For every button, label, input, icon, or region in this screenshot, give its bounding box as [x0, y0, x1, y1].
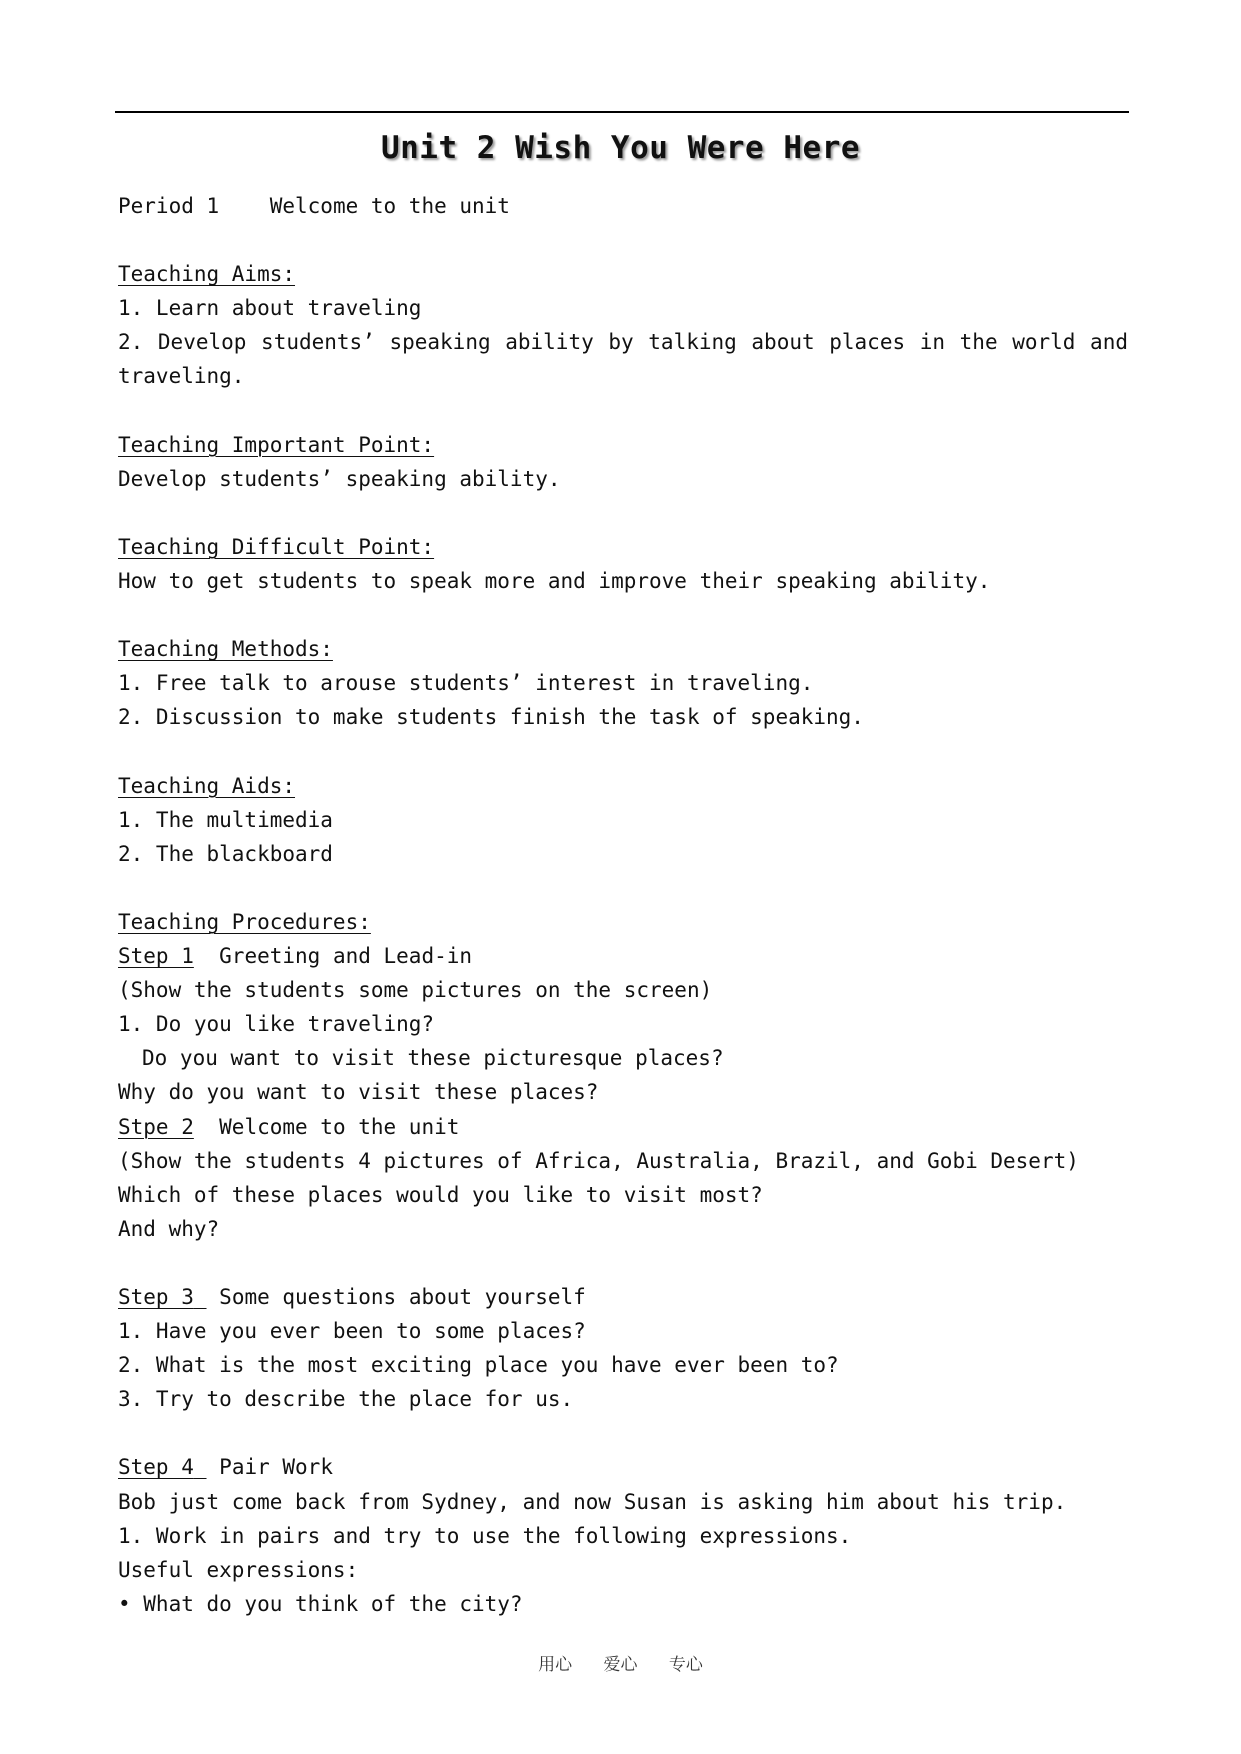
- step-1-question-3: Why do you want to visit these places?: [118, 1080, 599, 1105]
- step-3-question-2: 2. What is the most exciting place you have ever been to?: [118, 1353, 839, 1378]
- important-point-text: Develop students’ speaking ability.: [118, 466, 561, 491]
- step-4-task: 1. Work in pairs and try to use the following expressions.: [118, 1523, 852, 1548]
- aids-item-2: 2. The blackboard: [118, 841, 333, 866]
- step-2-note: (Show the students 4 pictures of Africa, Australia, Brazil, and Gobi Desert): [118, 1148, 1079, 1173]
- lesson-body: [118, 189, 1128, 1621]
- period-label: Period 1: [118, 194, 220, 218]
- step-4-label: Step 4: [118, 1455, 194, 1480]
- methods-item-1: 1. Free talk to arouse students’ interest in traveling.: [118, 671, 814, 696]
- step-3-line: [118, 1280, 1128, 1314]
- header-rule: [115, 111, 1129, 113]
- step-1-question-2: Do you want to visit these picturesque places?: [142, 1046, 724, 1071]
- step-3-title: Some questions about yourself: [219, 1285, 586, 1309]
- useful-expression-1: • What do you think of the city?: [118, 1591, 523, 1616]
- page-footer: 用心 爱心 专心: [538, 1655, 703, 1675]
- step-2-line: [118, 1110, 1128, 1144]
- aims-item-2: 2. Develop students’ speaking ability by talking about places in the world and traveling.: [118, 330, 1128, 389]
- aids-item-1: 1. The multimedia: [118, 807, 333, 832]
- step-3-label: Step 3: [118, 1285, 194, 1309]
- procedures-heading: Teaching Procedures:: [118, 909, 371, 934]
- step-1-title: Greeting and Lead-in: [219, 944, 473, 969]
- important-point-heading: Teaching Important Point:: [118, 432, 435, 457]
- page-title: Unit 2 Wish You Were Here: [380, 130, 861, 166]
- difficult-point-heading: Teaching Difficult Point:: [118, 534, 435, 559]
- step-2-label: Stpe 2: [118, 1114, 194, 1139]
- difficult-point-text: How to get students to speak more and improve their speaking ability.: [118, 569, 991, 594]
- step-1-label: Step 1: [118, 944, 194, 969]
- useful-expressions-label: Useful expressions:: [118, 1557, 359, 1582]
- aids-heading: Teaching Aids:: [118, 773, 296, 798]
- aims-heading: Teaching Aims:: [118, 262, 296, 287]
- methods-item-2: 2. Discussion to make students finish the task of speaking.: [118, 705, 864, 730]
- step-4-line: [118, 1450, 1128, 1484]
- step-2-question-1: Which of these places would you like to visit most?: [118, 1182, 763, 1207]
- step-1-line: [118, 939, 1128, 973]
- step-2-question-2: And why?: [118, 1216, 220, 1241]
- aims-item-1: 1. Learn about traveling: [118, 296, 422, 321]
- period-topic: Welcome to the unit: [269, 194, 510, 218]
- step-2-title: Welcome to the unit: [219, 1114, 460, 1139]
- period-line: [118, 189, 1128, 223]
- step-1-note: (Show the students some pictures on the screen): [118, 978, 713, 1003]
- step-1-question-1: 1. Do you like traveling?: [118, 1012, 435, 1037]
- methods-heading: Teaching Methods:: [118, 637, 333, 662]
- step-4-intro: Bob just come back from Sydney, and now Susan is asking him about his trip.: [118, 1489, 1067, 1514]
- step-4-title: Pair Work: [219, 1455, 333, 1480]
- step-3-question-1: 1. Have you ever been to some places?: [118, 1319, 586, 1344]
- step-3-question-3: 3. Try to describe the place for us.: [118, 1387, 574, 1412]
